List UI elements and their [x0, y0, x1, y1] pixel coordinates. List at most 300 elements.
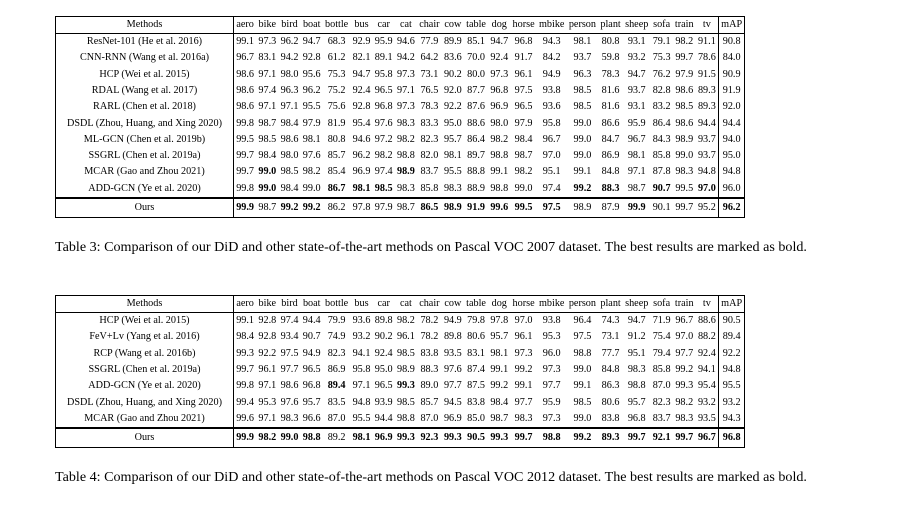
score-cell-cat: 98.9 [396, 363, 415, 375]
score-cell-bike: 92.2 [258, 347, 277, 359]
score-cell-person: 98.5 [573, 101, 592, 113]
score-cell-train: 97.7 [675, 347, 694, 359]
score-cell-map: 89.4 [718, 329, 744, 345]
score-cell-bus: 95.8 [352, 363, 371, 375]
column-header-bike: bike [256, 17, 278, 34]
score-cell-mbike: 94.9 [542, 68, 561, 80]
score-cell-sheep: 93.1 [627, 36, 646, 48]
score-cell-aero: 99.7 [236, 363, 255, 375]
score-cell-train: 99.7 [673, 428, 696, 448]
column-header-train: train [673, 296, 696, 313]
score-cell-boat: 94.7 [302, 36, 321, 48]
method-name: DSDL (Zhou, Huang, and Xing 2020) [56, 394, 234, 410]
score-cell-plant: 80.8 [601, 36, 620, 48]
table-row [56, 34, 745, 51]
score-cell-plant: 83.8 [598, 411, 623, 428]
score-cell-sheep: 96.8 [623, 411, 651, 428]
score-cell-sheep: 99.7 [623, 428, 651, 448]
score-cell-bird: 97.4 [280, 315, 299, 327]
table-4-caption: Table 4: Comparison of our DiD and other state-of-the-art methods on Pascal VOC 2012 dataset. The best results are marked as bold. [55, 469, 807, 485]
method-name: SSGRL (Chen et al. 2019a) [56, 148, 234, 164]
score-cell-cat: 99.3 [395, 428, 417, 448]
score-cell-person: 93.7 [573, 52, 592, 64]
score-cell-dog: 97.3 [490, 68, 509, 80]
score-cell-bird: 98.0 [280, 68, 299, 80]
score-cell-horse: 97.5 [514, 84, 533, 96]
score-cell-mbike: 95.3 [542, 331, 561, 343]
method-name: Ours [56, 428, 234, 448]
score-cell-sheep: 95.7 [627, 396, 646, 408]
score-cell-horse: 98.2 [514, 166, 533, 178]
score-cell-cat: 98.8 [396, 150, 415, 162]
score-cell-person: 99.0 [573, 117, 592, 129]
score-cell-sofa: 90.1 [651, 198, 673, 218]
score-cell-tv: 91.1 [697, 36, 716, 48]
score-cell-table: 89.7 [467, 150, 485, 162]
score-cell-bus: 97.8 [350, 198, 372, 218]
score-cell-map: 92.2 [718, 346, 744, 362]
score-cell-bird: 98.6 [280, 133, 299, 145]
table-3 [55, 16, 745, 218]
score-cell-aero: 99.6 [234, 411, 257, 428]
score-cell-chair: 64.2 [420, 52, 439, 64]
score-cell-dog: 96.8 [490, 84, 509, 96]
score-cell-bike: 95.3 [258, 396, 277, 408]
method-name: ResNet-101 (He et al. 2016) [56, 34, 234, 51]
score-cell-train: 98.5 [675, 101, 694, 113]
score-cell-table: 85.0 [464, 411, 488, 428]
score-cell-cat: 98.2 [396, 133, 415, 145]
score-cell-table: 86.4 [467, 133, 485, 145]
score-cell-dog: 98.7 [488, 411, 510, 428]
score-cell-chair: 85.7 [420, 396, 439, 408]
table-row [56, 181, 745, 198]
score-cell-mbike: 97.3 [542, 363, 561, 375]
score-cell-sofa: 75.4 [652, 331, 671, 343]
score-cell-tv: 95.4 [697, 380, 716, 392]
score-cell-cow: 94.9 [443, 315, 462, 327]
score-cell-person: 98.1 [573, 36, 592, 48]
score-cell-chair: 87.0 [417, 411, 442, 428]
column-header-train: train [673, 17, 696, 34]
score-cell-tv: 88.6 [697, 315, 716, 327]
score-cell-mbike: 95.8 [542, 117, 561, 129]
score-cell-table: 88.9 [464, 181, 488, 198]
score-cell-bus: 82.1 [352, 52, 371, 64]
score-cell-cow: 97.7 [443, 380, 462, 392]
score-cell-table: 88.6 [467, 117, 485, 129]
score-cell-bus: 92.8 [352, 101, 371, 113]
score-cell-sofa: 85.8 [652, 363, 671, 375]
score-cell-bus: 96.2 [352, 150, 371, 162]
score-cell-car: 96.9 [373, 428, 395, 448]
score-cell-bird: 97.5 [280, 347, 299, 359]
score-cell-mbike: 96.7 [542, 133, 561, 145]
score-cell-person: 96.3 [573, 68, 592, 80]
score-cell-chair: 76.5 [420, 84, 439, 96]
score-cell-chair: 78.2 [420, 315, 439, 327]
score-cell-dog: 94.7 [490, 36, 509, 48]
score-cell-bird: 98.3 [278, 411, 300, 428]
score-cell-bird: 99.0 [278, 428, 300, 448]
score-cell-bus: 98.1 [350, 181, 372, 198]
score-cell-aero: 99.9 [234, 428, 257, 448]
score-cell-table: 90.5 [464, 428, 488, 448]
score-cell-bottle: 83.5 [327, 396, 346, 408]
score-cell-map: 95.5 [718, 378, 744, 394]
score-cell-mbike: 96.0 [542, 347, 561, 359]
score-cell-cow: 98.9 [442, 198, 464, 218]
column-header-sheep: sheep [623, 296, 651, 313]
score-cell-bike: 83.1 [258, 52, 277, 64]
score-cell-aero: 98.6 [236, 68, 255, 80]
score-cell-cat: 98.8 [395, 411, 417, 428]
score-cell-cow: 93.5 [443, 347, 462, 359]
score-cell-bike: 98.7 [256, 198, 278, 218]
methods-header: Methods [56, 17, 234, 34]
table-row [56, 346, 745, 362]
score-cell-sheep: 98.7 [623, 181, 651, 198]
score-cell-bottle: 68.3 [327, 36, 346, 48]
score-cell-horse: 99.1 [514, 380, 533, 392]
column-header-chair: chair [417, 296, 442, 313]
score-cell-train: 99.0 [675, 150, 694, 162]
column-header-person: person [567, 296, 599, 313]
score-cell-car: 92.4 [374, 347, 393, 359]
score-cell-bike: 99.0 [258, 166, 277, 178]
score-cell-cat: 98.2 [396, 315, 415, 327]
score-cell-horse: 96.5 [514, 101, 533, 113]
score-cell-bird: 94.2 [280, 52, 299, 64]
score-cell-sofa: 79.4 [652, 347, 671, 359]
table-row [56, 115, 745, 131]
score-cell-boat: 96.8 [302, 380, 321, 392]
methods-header: Methods [56, 296, 234, 313]
score-cell-horse: 99.7 [510, 428, 536, 448]
score-cell-chair: 78.2 [420, 331, 439, 343]
score-cell-aero: 99.7 [236, 150, 255, 162]
score-cell-car: 97.6 [374, 117, 393, 129]
score-cell-cow: 98.3 [442, 181, 464, 198]
score-cell-plant: 73.1 [601, 331, 620, 343]
score-cell-tv: 95.2 [696, 198, 719, 218]
score-cell-chair: 82.3 [420, 133, 439, 145]
score-cell-dog: 99.1 [490, 363, 509, 375]
score-cell-bottle: 86.7 [323, 181, 351, 198]
score-cell-mbike: 94.3 [542, 36, 561, 48]
score-cell-bottle: 85.7 [327, 150, 346, 162]
score-cell-tv: 93.7 [697, 133, 716, 145]
score-cell-boat: 98.8 [301, 428, 323, 448]
score-cell-bus: 94.8 [352, 396, 371, 408]
score-cell-bird: 98.5 [280, 166, 299, 178]
score-cell-bottle: 81.9 [327, 117, 346, 129]
score-cell-dog: 98.2 [490, 133, 509, 145]
score-cell-person: 99.0 [573, 363, 592, 375]
table-row [56, 99, 745, 115]
score-cell-mbike: 97.5 [537, 198, 567, 218]
score-cell-tv: 92.4 [697, 347, 716, 359]
score-cell-sofa: 75.3 [652, 52, 671, 64]
score-cell-bird: 97.1 [280, 101, 299, 113]
column-header-chair: chair [417, 17, 442, 34]
method-name: HCP (Wei et al. 2015) [56, 313, 234, 330]
score-cell-bottle: 61.2 [327, 52, 346, 64]
score-cell-chair: 78.3 [420, 101, 439, 113]
score-cell-car: 90.2 [374, 331, 393, 343]
score-cell-chair: 86.5 [417, 198, 442, 218]
score-cell-tv: 94.8 [697, 166, 716, 178]
score-cell-chair: 83.8 [420, 347, 439, 359]
score-cell-person: 98.9 [567, 198, 599, 218]
method-name: RARL (Chen et al. 2018) [56, 99, 234, 115]
score-cell-table: 87.5 [467, 380, 485, 392]
score-cell-car: 95.0 [374, 363, 393, 375]
score-cell-sheep: 96.7 [627, 133, 646, 145]
score-cell-chair: 77.9 [420, 36, 439, 48]
score-cell-sheep: 98.8 [627, 380, 646, 392]
score-cell-boat: 95.7 [302, 396, 321, 408]
score-cell-plant: 84.8 [601, 363, 620, 375]
score-cell-bus: 96.9 [352, 166, 371, 178]
score-cell-bird: 96.3 [280, 84, 299, 96]
score-cell-cat: 94.2 [396, 52, 415, 64]
score-cell-bird: 98.4 [280, 117, 299, 129]
score-cell-boat: 94.4 [302, 315, 321, 327]
score-cell-dog: 99.1 [490, 166, 509, 178]
score-cell-boat: 97.6 [302, 150, 321, 162]
column-header-car: car [373, 296, 395, 313]
score-cell-bike: 97.1 [258, 380, 277, 392]
score-cell-map: 94.0 [718, 132, 744, 148]
method-name: MCAR (Gao and Zhou 2021) [56, 164, 234, 180]
column-header-cat: cat [395, 296, 417, 313]
score-cell-bird: 98.0 [280, 150, 299, 162]
column-header-mbike: mbike [537, 17, 567, 34]
score-cell-bike: 99.0 [256, 181, 278, 198]
score-cell-table: 91.9 [464, 198, 488, 218]
score-cell-tv: 89.3 [697, 101, 716, 113]
score-cell-aero: 99.8 [234, 181, 257, 198]
score-cell-map: 92.0 [718, 99, 744, 115]
score-cell-cat: 98.3 [395, 181, 417, 198]
score-cell-tv: 94.4 [697, 117, 716, 129]
score-cell-sheep: 93.1 [627, 101, 646, 113]
method-name: ADD-GCN (Ye et al. 2020) [56, 181, 234, 198]
score-cell-bottle: 75.3 [327, 68, 346, 80]
method-name: Ours [56, 198, 234, 218]
score-cell-person: 99.1 [573, 166, 592, 178]
score-cell-bottle: 86.2 [323, 198, 351, 218]
score-cell-bike: 97.4 [258, 84, 277, 96]
column-header-horse: horse [510, 17, 536, 34]
column-header-aero: aero [234, 17, 257, 34]
score-cell-cow: 89.9 [443, 36, 462, 48]
score-cell-cat: 97.3 [396, 68, 415, 80]
score-cell-car: 97.4 [374, 166, 393, 178]
score-cell-train: 99.7 [675, 52, 694, 64]
score-cell-tv: 93.5 [696, 411, 719, 428]
score-cell-sheep: 98.3 [627, 363, 646, 375]
score-cell-aero: 99.5 [236, 133, 255, 145]
score-cell-horse: 98.7 [514, 150, 533, 162]
score-cell-plant: 87.9 [598, 198, 623, 218]
score-cell-map: 96.0 [718, 181, 744, 198]
score-cell-horse: 96.1 [514, 331, 533, 343]
score-cell-horse: 97.3 [514, 347, 533, 359]
method-name: SSGRL (Chen et al. 2019a) [56, 362, 234, 378]
score-cell-horse: 96.8 [514, 36, 533, 48]
column-header-table: table [464, 17, 488, 34]
score-cell-bike: 92.8 [258, 331, 277, 343]
score-cell-bird: 97.6 [280, 396, 299, 408]
score-cell-person: 99.2 [567, 428, 599, 448]
method-name: MCAR (Gao and Zhou 2021) [56, 411, 234, 428]
score-cell-boat: 92.8 [302, 52, 321, 64]
score-cell-dog: 95.7 [490, 331, 509, 343]
score-cell-plant: 86.6 [601, 117, 620, 129]
table-row [56, 313, 745, 330]
score-cell-sheep: 94.7 [627, 68, 646, 80]
score-cell-dog: 98.4 [490, 396, 509, 408]
table-row [56, 132, 745, 148]
score-cell-dog: 99.3 [488, 428, 510, 448]
score-cell-train: 99.7 [673, 198, 696, 218]
score-cell-cat: 99.3 [396, 380, 415, 392]
score-cell-train: 98.2 [675, 396, 694, 408]
method-name: RCP (Wang et al. 2016b) [56, 346, 234, 362]
score-cell-table: 83.8 [467, 396, 485, 408]
score-cell-cow: 83.6 [443, 52, 462, 64]
table-4 [55, 295, 745, 448]
column-header-bottle: bottle [323, 17, 351, 34]
score-cell-sofa: 79.1 [652, 36, 671, 48]
score-cell-table: 87.7 [467, 84, 485, 96]
score-cell-chair: 88.3 [420, 363, 439, 375]
score-cell-mbike: 84.2 [542, 52, 561, 64]
score-cell-bottle: 86.9 [327, 363, 346, 375]
score-cell-cat: 98.9 [396, 166, 415, 178]
score-cell-table: 80.0 [467, 68, 485, 80]
method-name: RDAL (Wang et al. 2017) [56, 83, 234, 99]
score-cell-sheep: 99.9 [623, 198, 651, 218]
column-header-person: person [567, 17, 599, 34]
score-cell-boat: 96.5 [302, 363, 321, 375]
score-cell-mbike: 97.4 [537, 181, 567, 198]
column-header-mbike: mbike [537, 296, 567, 313]
score-cell-dog: 98.8 [490, 150, 509, 162]
column-header-sofa: sofa [651, 296, 673, 313]
column-header-dog: dog [488, 17, 510, 34]
table-row [56, 394, 745, 410]
score-cell-bird: 98.4 [278, 181, 300, 198]
score-cell-bike: 97.3 [258, 36, 277, 48]
column-header-bottle: bottle [323, 296, 351, 313]
score-cell-aero: 98.6 [236, 101, 255, 113]
column-header-table: table [464, 296, 488, 313]
column-header-dog: dog [488, 296, 510, 313]
column-header-tv: tv [696, 296, 719, 313]
score-cell-table: 80.6 [467, 331, 485, 343]
score-cell-tv: 93.7 [697, 150, 716, 162]
method-name: HCP (Wei et al. 2015) [56, 67, 234, 83]
score-cell-bus: 98.1 [350, 428, 372, 448]
score-cell-map: 94.8 [718, 164, 744, 180]
column-header-bird: bird [278, 296, 300, 313]
score-cell-boat: 96.2 [302, 84, 321, 96]
score-cell-dog: 96.9 [490, 101, 509, 113]
score-cell-cat: 98.5 [396, 396, 415, 408]
score-cell-sofa: 76.2 [652, 68, 671, 80]
score-cell-horse: 97.0 [514, 315, 533, 327]
score-cell-bottle: 82.3 [327, 347, 346, 359]
score-cell-sofa: 83.2 [652, 101, 671, 113]
score-cell-aero: 98.6 [236, 84, 255, 96]
score-cell-car: 95.9 [374, 36, 393, 48]
score-cell-mbike: 95.1 [542, 166, 561, 178]
score-cell-plant: 86.3 [601, 380, 620, 392]
score-cell-bus: 93.6 [352, 315, 371, 327]
column-header-sofa: sofa [651, 17, 673, 34]
score-cell-sofa: 85.8 [652, 150, 671, 162]
score-cell-mbike: 97.7 [542, 380, 561, 392]
score-cell-map: 94.3 [718, 411, 744, 428]
score-cell-car: 89.8 [374, 315, 393, 327]
score-cell-aero: 96.7 [236, 52, 255, 64]
score-cell-horse: 99.0 [510, 181, 536, 198]
score-cell-person: 98.8 [573, 347, 592, 359]
score-cell-aero: 99.1 [236, 315, 255, 327]
method-name: CNN-RNN (Wang et al. 2016a) [56, 50, 234, 66]
score-cell-train: 96.7 [675, 315, 694, 327]
score-cell-bottle: 80.8 [327, 133, 346, 145]
score-cell-chair: 89.0 [420, 380, 439, 392]
table-3-caption: Table 3: Comparison of our DiD and other state-of-the-art methods on Pascal VOC 2007 dataset. The best results are marked as bold. [55, 239, 807, 255]
score-cell-bottle: 87.0 [323, 411, 351, 428]
score-cell-plant: 89.3 [598, 428, 623, 448]
score-cell-table: 70.0 [467, 52, 485, 64]
score-cell-horse: 99.2 [514, 363, 533, 375]
score-cell-sofa: 87.0 [652, 380, 671, 392]
score-cell-bike: 92.8 [258, 315, 277, 327]
column-header-sheep: sheep [623, 17, 651, 34]
score-cell-dog: 98.8 [488, 181, 510, 198]
score-cell-bottle: 89.4 [327, 380, 346, 392]
method-name: FeV+Lv (Yang et al. 2016) [56, 329, 234, 345]
score-cell-aero: 98.4 [236, 331, 255, 343]
score-cell-mbike: 93.8 [542, 84, 561, 96]
column-header-bike: bike [256, 296, 278, 313]
score-cell-bike: 96.1 [258, 363, 277, 375]
score-cell-cow: 94.5 [443, 396, 462, 408]
score-cell-aero: 99.7 [236, 166, 255, 178]
score-cell-bike: 98.5 [258, 133, 277, 145]
score-cell-boat: 90.7 [302, 331, 321, 343]
score-cell-cow: 92.2 [443, 101, 462, 113]
score-cell-bottle: 74.9 [327, 331, 346, 343]
score-cell-map: 90.9 [718, 67, 744, 83]
score-cell-map: 95.0 [718, 148, 744, 164]
score-cell-bottle: 75.6 [327, 101, 346, 113]
score-cell-bus: 95.5 [350, 411, 372, 428]
score-cell-car: 94.4 [373, 411, 395, 428]
score-cell-plant: 84.7 [601, 133, 620, 145]
score-cell-bus: 92.4 [352, 84, 371, 96]
score-cell-mbike: 97.3 [537, 411, 567, 428]
score-cell-map: 90.5 [718, 313, 744, 330]
column-header-car: car [373, 17, 395, 34]
score-cell-sheep: 94.7 [627, 315, 646, 327]
